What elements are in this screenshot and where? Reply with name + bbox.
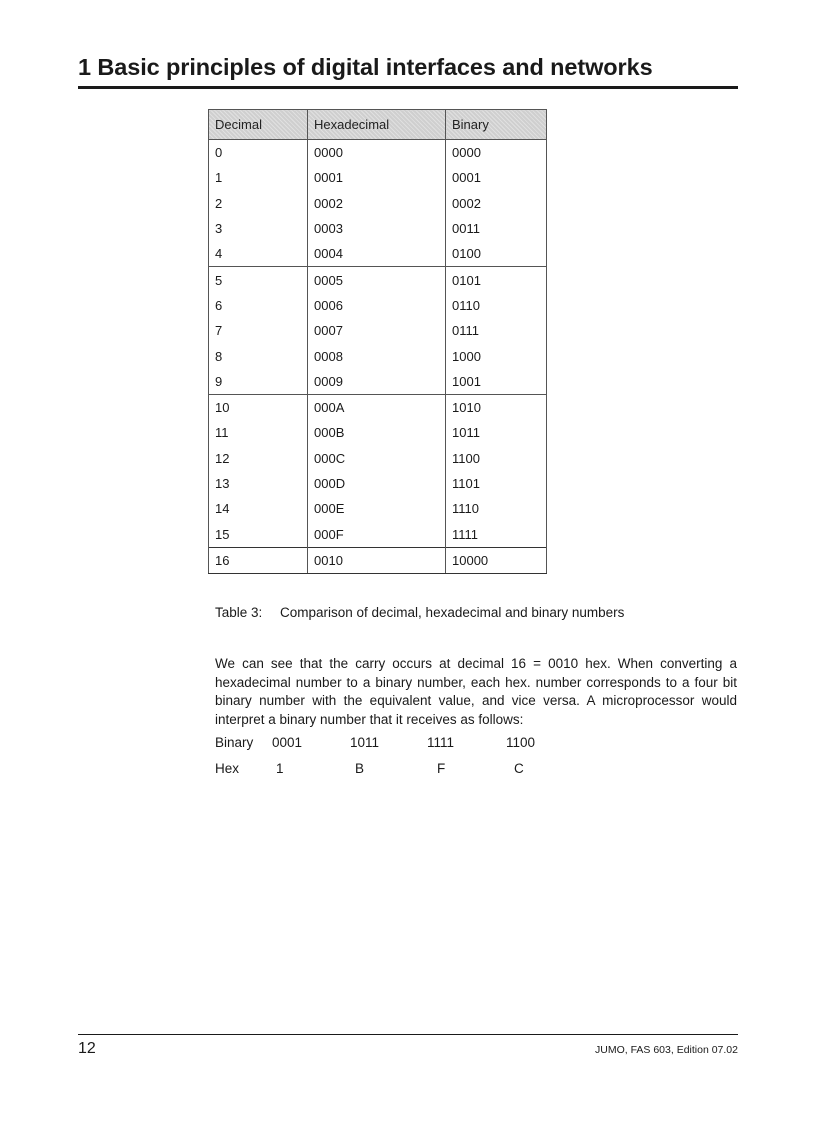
- binary-value: 1011: [350, 735, 380, 750]
- decimal-cell: 6: [209, 293, 308, 318]
- decimal-cell: 10: [209, 394, 308, 420]
- hex-cell: 000C: [308, 446, 446, 471]
- hex-cell: 000F: [308, 521, 446, 547]
- page-title: 1 Basic principles of digital interfaces and networks: [78, 54, 653, 80]
- table-row: [209, 241, 547, 267]
- table-row: [209, 521, 547, 547]
- decimal-cell: 1: [209, 165, 308, 190]
- table-row: [209, 165, 547, 190]
- caption-label: Table 3:: [215, 605, 263, 620]
- binary-cell: 0111: [446, 318, 547, 343]
- hex-value: C: [514, 761, 524, 776]
- decimal-cell: 0: [209, 140, 308, 166]
- hex-cell: 000A: [308, 394, 446, 420]
- decimal-cell: 16: [209, 547, 308, 573]
- table-row: [209, 547, 547, 573]
- table-row: [209, 191, 547, 216]
- binary-value: 1100: [506, 735, 536, 750]
- title-rule: [78, 86, 738, 89]
- hex-cell: 0010: [308, 547, 446, 573]
- binary-cell: 0011: [446, 216, 547, 241]
- table-row: [209, 394, 547, 420]
- binary-cell: 0100: [446, 241, 547, 267]
- hex-cell: 000D: [308, 471, 446, 496]
- decimal-cell: 3: [209, 216, 308, 241]
- binary-cell: 0001: [446, 165, 547, 190]
- binary-cell: 1110: [446, 496, 547, 521]
- hex-cell: 0005: [308, 267, 446, 293]
- decimal-cell: 4: [209, 241, 308, 267]
- hex-cell: 0003: [308, 216, 446, 241]
- table-row: [209, 140, 547, 166]
- decimal-cell: 7: [209, 318, 308, 343]
- binary-cell: 1100: [446, 446, 547, 471]
- table-row: [209, 318, 547, 343]
- table-row: [209, 446, 547, 471]
- hex-value: 1: [276, 761, 284, 776]
- caption-text: Comparison of decimal, hexadecimal and binary numbers: [280, 605, 625, 620]
- page-number: 12: [78, 1040, 96, 1057]
- binary-cell: 1111: [446, 521, 547, 547]
- hex-cell: 000B: [308, 420, 446, 445]
- binary-cell: 0110: [446, 293, 547, 318]
- decimal-cell: 5: [209, 267, 308, 293]
- binary-label: Binary: [215, 735, 254, 750]
- decimal-cell: 2: [209, 191, 308, 216]
- binary-value: 1111: [427, 735, 455, 750]
- hex-cell: 0008: [308, 343, 446, 368]
- binary-cell: 10000: [446, 547, 547, 573]
- decimal-cell: 8: [209, 343, 308, 368]
- hex-cell: 0002: [308, 191, 446, 216]
- table-row: [209, 496, 547, 521]
- hex-label: Hex: [215, 761, 240, 776]
- decimal-cell: 9: [209, 369, 308, 395]
- number-comparison-table: [208, 109, 547, 574]
- table-row: [209, 420, 547, 445]
- hex-cell: 0009: [308, 369, 446, 395]
- column-header-decimal: Decimal: [209, 110, 308, 140]
- table-row: [209, 216, 547, 241]
- decimal-cell: 12: [209, 446, 308, 471]
- table-row: [209, 343, 547, 368]
- table-caption: [215, 605, 624, 620]
- hex-cell: 0007: [308, 318, 446, 343]
- binary-cell: 1011: [446, 420, 547, 445]
- hex-cell: 0000: [308, 140, 446, 166]
- table-body: [209, 140, 547, 574]
- binary-cell: 0000: [446, 140, 547, 166]
- decimal-cell: 14: [209, 496, 308, 521]
- decimal-cell: 11: [209, 420, 308, 445]
- hex-cell: 0006: [308, 293, 446, 318]
- table-header-row: [209, 110, 547, 140]
- binary-value: 0001: [272, 735, 303, 750]
- hex-value: B: [355, 761, 365, 776]
- edition-info: JUMO, FAS 603, Edition 07.02: [595, 1044, 738, 1056]
- table-row: [209, 369, 547, 395]
- binary-cell: 1010: [446, 394, 547, 420]
- footer-rule: [78, 1034, 738, 1035]
- decimal-cell: 15: [209, 521, 308, 547]
- binary-cell: 1000: [446, 343, 547, 368]
- table-row: [209, 293, 547, 318]
- binary-cell: 1001: [446, 369, 547, 395]
- body-paragraph: We can see that the carry occurs at decimal 16 = 0010 hex. When converting a hexadecimal number to a binary number, each hex. number corresponds to a four bit binary number with the equivalent value, and vice versa. A microprocessor would interpret a binary number that it receives as follows:: [215, 656, 737, 727]
- binary-cell: 0101: [446, 267, 547, 293]
- hex-cell: 000E: [308, 496, 446, 521]
- table-row: [209, 267, 547, 293]
- binary-cell: 1101: [446, 471, 547, 496]
- table-row: [209, 471, 547, 496]
- hex-cell: 0004: [308, 241, 446, 267]
- binary-cell: 0002: [446, 191, 547, 216]
- hex-cell: 0001: [308, 165, 446, 190]
- hex-value: F: [437, 761, 446, 776]
- column-header-hexadecimal: Hexadecimal: [308, 110, 446, 140]
- column-header-binary: Binary: [446, 110, 547, 140]
- decimal-cell: 13: [209, 471, 308, 496]
